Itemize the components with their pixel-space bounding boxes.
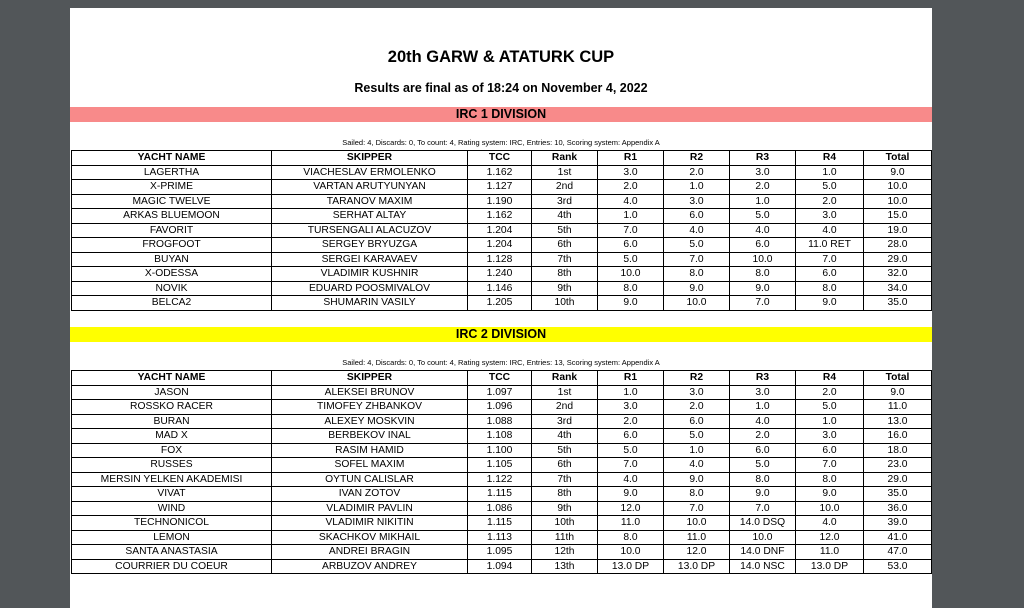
table-row (72, 267, 932, 282)
total-cell: 13.0 (864, 414, 932, 429)
table-row (72, 414, 932, 429)
r1-cell: 5.0 (598, 443, 664, 458)
total-cell: 23.0 (864, 458, 932, 473)
r1-cell: 6.0 (598, 429, 664, 444)
r2-cell: 7.0 (664, 501, 730, 516)
r4-cell: 4.0 (796, 516, 864, 531)
r4-cell: 9.0 (796, 296, 864, 311)
col-r3: R3 (730, 151, 796, 166)
tcc-cell: 1.113 (468, 530, 532, 545)
total-cell: 10.0 (864, 180, 932, 195)
r3-cell: 3.0 (730, 165, 796, 180)
col-tcc: TCC (468, 151, 532, 166)
rank-cell: 13th (532, 559, 598, 574)
col-yacht-name: YACHT NAME (72, 151, 272, 166)
skipper-cell: ARBUZOV ANDREY (272, 559, 468, 574)
rank-cell: 8th (532, 267, 598, 282)
col-r1: R1 (598, 151, 664, 166)
r1-cell: 11.0 (598, 516, 664, 531)
r2-cell: 10.0 (664, 516, 730, 531)
r4-cell: 6.0 (796, 267, 864, 282)
table-row (72, 238, 932, 253)
r2-cell: 11.0 (664, 530, 730, 545)
table-row (72, 516, 932, 531)
r4-cell: 7.0 (796, 458, 864, 473)
col-r1: R1 (598, 371, 664, 386)
r4-cell: 8.0 (796, 281, 864, 296)
yacht-name-cell: FROGFOOT (72, 238, 272, 253)
yacht-name-cell: X-ODESSA (72, 267, 272, 282)
col-tcc: TCC (468, 371, 532, 386)
table-row (72, 458, 932, 473)
yacht-name-cell: SANTA ANASTASIA (72, 545, 272, 560)
table-row (72, 209, 932, 224)
skipper-cell: SKACHKOV MIKHAIL (272, 530, 468, 545)
col-rank: Rank (532, 151, 598, 166)
table-row (72, 281, 932, 296)
r1-cell: 3.0 (598, 165, 664, 180)
skipper-cell: VARTAN ARUTYUNYAN (272, 180, 468, 195)
col-r3: R3 (730, 371, 796, 386)
table-row (72, 472, 932, 487)
skipper-cell: TARANOV MAXIM (272, 194, 468, 209)
tcc-cell: 1.115 (468, 516, 532, 531)
rank-cell: 12th (532, 545, 598, 560)
col-r2: R2 (664, 151, 730, 166)
skipper-cell: SOFEL MAXIM (272, 458, 468, 473)
rank-cell: 5th (532, 223, 598, 238)
skipper-cell: ALEXEY MOSKVIN (272, 414, 468, 429)
r2-cell: 5.0 (664, 238, 730, 253)
col-r2: R2 (664, 371, 730, 386)
yacht-name-cell: JASON (72, 385, 272, 400)
skipper-cell: VLADIMIR KUSHNIR (272, 267, 468, 282)
r3-cell: 10.0 (730, 252, 796, 267)
rank-cell: 10th (532, 516, 598, 531)
tcc-cell: 1.122 (468, 472, 532, 487)
page-subtitle: Results are final as of 18:24 on November 4, 2022 (354, 81, 648, 95)
tcc-cell: 1.204 (468, 238, 532, 253)
skipper-cell: VIACHESLAV ERMOLENKO (272, 165, 468, 180)
table-header-row (72, 151, 932, 166)
total-cell: 11.0 (864, 400, 932, 415)
rank-cell: 3rd (532, 414, 598, 429)
r1-cell: 8.0 (598, 530, 664, 545)
table-row (72, 545, 932, 560)
r2-cell: 10.0 (664, 296, 730, 311)
total-cell: 18.0 (864, 443, 932, 458)
division-info-irc2: Sailed: 4, Discards: 0, To count: 4, Rating system: IRC, Entries: 13, Scoring system: Appendix A (342, 358, 660, 367)
tcc-cell: 1.115 (468, 487, 532, 502)
yacht-name-cell: X-PRIME (72, 180, 272, 195)
tcc-cell: 1.096 (468, 400, 532, 415)
table-row (72, 530, 932, 545)
r4-cell: 9.0 (796, 487, 864, 502)
table-row (72, 165, 932, 180)
skipper-cell: OYTUN CALISLAR (272, 472, 468, 487)
yacht-name-cell: VIVAT (72, 487, 272, 502)
table-row (72, 194, 932, 209)
yacht-name-cell: RUSSES (72, 458, 272, 473)
r3-cell: 7.0 (730, 296, 796, 311)
r3-cell: 9.0 (730, 281, 796, 296)
r1-cell: 1.0 (598, 385, 664, 400)
page-title: 20th GARW & ATATURK CUP (387, 48, 615, 66)
rank-cell: 4th (532, 209, 598, 224)
r4-cell: 1.0 (796, 414, 864, 429)
rank-cell: 11th (532, 530, 598, 545)
tcc-cell: 1.127 (468, 180, 532, 195)
col-r4: R4 (796, 371, 864, 386)
r4-cell: 1.0 (796, 165, 864, 180)
total-cell: 32.0 (864, 267, 932, 282)
table-row (72, 385, 932, 400)
rank-cell: 4th (532, 429, 598, 444)
r2-cell: 3.0 (664, 194, 730, 209)
table-row (72, 400, 932, 415)
table-row (72, 223, 932, 238)
total-cell: 9.0 (864, 385, 932, 400)
table-row (72, 180, 932, 195)
rank-cell: 10th (532, 296, 598, 311)
tcc-cell: 1.086 (468, 501, 532, 516)
r2-cell: 8.0 (664, 267, 730, 282)
r3-cell: 14.0 DNF (730, 545, 796, 560)
r3-cell: 3.0 (730, 385, 796, 400)
table-header-row (72, 371, 932, 386)
tcc-cell: 1.097 (468, 385, 532, 400)
tcc-cell: 1.162 (468, 165, 532, 180)
total-cell: 35.0 (864, 487, 932, 502)
r2-cell: 1.0 (664, 180, 730, 195)
division-header-irc1: IRC 1 DIVISION (70, 107, 932, 122)
total-cell: 28.0 (864, 238, 932, 253)
skipper-cell: TURSENGALI ALACUZOV (272, 223, 468, 238)
tcc-cell: 1.105 (468, 458, 532, 473)
rank-cell: 6th (532, 458, 598, 473)
r3-cell: 1.0 (730, 194, 796, 209)
yacht-name-cell: LAGERTHA (72, 165, 272, 180)
r2-cell: 6.0 (664, 414, 730, 429)
tcc-cell: 1.204 (468, 223, 532, 238)
yacht-name-cell: MERSIN YELKEN AKADEMISI (72, 472, 272, 487)
tcc-cell: 1.095 (468, 545, 532, 560)
r1-cell: 10.0 (598, 267, 664, 282)
table-row (72, 429, 932, 444)
r1-cell: 8.0 (598, 281, 664, 296)
total-cell: 10.0 (864, 194, 932, 209)
rank-cell: 6th (532, 238, 598, 253)
r4-cell: 12.0 (796, 530, 864, 545)
rank-cell: 1st (532, 385, 598, 400)
r2-cell: 9.0 (664, 281, 730, 296)
yacht-name-cell: MAD X (72, 429, 272, 444)
r4-cell: 10.0 (796, 501, 864, 516)
skipper-cell: ANDREI BRAGIN (272, 545, 468, 560)
rank-cell: 8th (532, 487, 598, 502)
total-cell: 35.0 (864, 296, 932, 311)
total-cell: 47.0 (864, 545, 932, 560)
results-table-irc1 (71, 150, 932, 311)
skipper-cell: IVAN ZOTOV (272, 487, 468, 502)
table-row (72, 559, 932, 574)
yacht-name-cell: BELCA2 (72, 296, 272, 311)
col-rank: Rank (532, 371, 598, 386)
total-cell: 9.0 (864, 165, 932, 180)
col-total: Total (864, 151, 932, 166)
tcc-cell: 1.128 (468, 252, 532, 267)
col-skipper: SKIPPER (272, 151, 468, 166)
r4-cell: 7.0 (796, 252, 864, 267)
r1-cell: 4.0 (598, 472, 664, 487)
r1-cell: 9.0 (598, 296, 664, 311)
r1-cell: 5.0 (598, 252, 664, 267)
document-page (70, 8, 932, 608)
r3-cell: 14.0 NSC (730, 559, 796, 574)
r3-cell: 5.0 (730, 458, 796, 473)
r3-cell: 9.0 (730, 487, 796, 502)
col-total: Total (864, 371, 932, 386)
tcc-cell: 1.088 (468, 414, 532, 429)
r1-cell: 12.0 (598, 501, 664, 516)
r3-cell: 6.0 (730, 238, 796, 253)
r1-cell: 10.0 (598, 545, 664, 560)
skipper-cell: RASIM HAMID (272, 443, 468, 458)
yacht-name-cell: COURRIER DU COEUR (72, 559, 272, 574)
r4-cell: 3.0 (796, 209, 864, 224)
r2-cell: 13.0 DP (664, 559, 730, 574)
r2-cell: 1.0 (664, 443, 730, 458)
col-skipper: SKIPPER (272, 371, 468, 386)
rank-cell: 1st (532, 165, 598, 180)
total-cell: 29.0 (864, 252, 932, 267)
r2-cell: 6.0 (664, 209, 730, 224)
r3-cell: 4.0 (730, 414, 796, 429)
r4-cell: 6.0 (796, 443, 864, 458)
yacht-name-cell: BURAN (72, 414, 272, 429)
yacht-name-cell: NOVIK (72, 281, 272, 296)
yacht-name-cell: ROSSKO RACER (72, 400, 272, 415)
rank-cell: 9th (532, 281, 598, 296)
total-cell: 34.0 (864, 281, 932, 296)
col-yacht-name: YACHT NAME (72, 371, 272, 386)
r1-cell: 2.0 (598, 180, 664, 195)
r4-cell: 4.0 (796, 223, 864, 238)
tcc-cell: 1.190 (468, 194, 532, 209)
total-cell: 36.0 (864, 501, 932, 516)
skipper-cell: EDUARD POOSMIVALOV (272, 281, 468, 296)
r3-cell: 2.0 (730, 180, 796, 195)
table-row (72, 296, 932, 311)
rank-cell: 2nd (532, 400, 598, 415)
r3-cell: 5.0 (730, 209, 796, 224)
r2-cell: 8.0 (664, 487, 730, 502)
total-cell: 41.0 (864, 530, 932, 545)
r1-cell: 6.0 (598, 238, 664, 253)
r4-cell: 2.0 (796, 385, 864, 400)
tcc-cell: 1.094 (468, 559, 532, 574)
yacht-name-cell: LEMON (72, 530, 272, 545)
r4-cell: 11.0 RET (796, 238, 864, 253)
rank-cell: 3rd (532, 194, 598, 209)
rank-cell: 5th (532, 443, 598, 458)
r2-cell: 4.0 (664, 223, 730, 238)
tcc-cell: 1.108 (468, 429, 532, 444)
rank-cell: 7th (532, 252, 598, 267)
r1-cell: 7.0 (598, 223, 664, 238)
r2-cell: 3.0 (664, 385, 730, 400)
skipper-cell: BERBEKOV INAL (272, 429, 468, 444)
r2-cell: 12.0 (664, 545, 730, 560)
r3-cell: 10.0 (730, 530, 796, 545)
r3-cell: 1.0 (730, 400, 796, 415)
r2-cell: 2.0 (664, 400, 730, 415)
yacht-name-cell: ARKAS BLUEMOON (72, 209, 272, 224)
yacht-name-cell: MAGIC TWELVE (72, 194, 272, 209)
yacht-name-cell: TECHNONICOL (72, 516, 272, 531)
r2-cell: 5.0 (664, 429, 730, 444)
table-row (72, 487, 932, 502)
total-cell: 19.0 (864, 223, 932, 238)
rank-cell: 9th (532, 501, 598, 516)
yacht-name-cell: FOX (72, 443, 272, 458)
skipper-cell: SERGEI KARAVAEV (272, 252, 468, 267)
r1-cell: 7.0 (598, 458, 664, 473)
skipper-cell: SERGEY BRYUZGA (272, 238, 468, 253)
r1-cell: 3.0 (598, 400, 664, 415)
total-cell: 16.0 (864, 429, 932, 444)
skipper-cell: SHUMARIN VASILY (272, 296, 468, 311)
total-cell: 15.0 (864, 209, 932, 224)
division-info-irc1: Sailed: 4, Discards: 0, To count: 4, Rating system: IRC, Entries: 10, Scoring system: Appendix A (342, 138, 660, 147)
tcc-cell: 1.240 (468, 267, 532, 282)
r3-cell: 4.0 (730, 223, 796, 238)
skipper-cell: SERHAT ALTAY (272, 209, 468, 224)
tcc-cell: 1.146 (468, 281, 532, 296)
rank-cell: 2nd (532, 180, 598, 195)
tcc-cell: 1.205 (468, 296, 532, 311)
skipper-cell: ALEKSEI BRUNOV (272, 385, 468, 400)
r4-cell: 5.0 (796, 400, 864, 415)
r3-cell: 14.0 DSQ (730, 516, 796, 531)
total-cell: 29.0 (864, 472, 932, 487)
r4-cell: 11.0 (796, 545, 864, 560)
r2-cell: 7.0 (664, 252, 730, 267)
yacht-name-cell: BUYAN (72, 252, 272, 267)
r1-cell: 2.0 (598, 414, 664, 429)
table-row (72, 501, 932, 516)
r4-cell: 2.0 (796, 194, 864, 209)
r1-cell: 4.0 (598, 194, 664, 209)
r1-cell: 13.0 DP (598, 559, 664, 574)
r2-cell: 4.0 (664, 458, 730, 473)
results-table-irc2 (71, 370, 932, 574)
r3-cell: 8.0 (730, 267, 796, 282)
r2-cell: 9.0 (664, 472, 730, 487)
yacht-name-cell: FAVORIT (72, 223, 272, 238)
tcc-cell: 1.162 (468, 209, 532, 224)
rank-cell: 7th (532, 472, 598, 487)
r3-cell: 6.0 (730, 443, 796, 458)
total-cell: 39.0 (864, 516, 932, 531)
skipper-cell: VLADIMIR NIKITIN (272, 516, 468, 531)
r4-cell: 5.0 (796, 180, 864, 195)
r1-cell: 9.0 (598, 487, 664, 502)
skipper-cell: VLADIMIR PAVLIN (272, 501, 468, 516)
r1-cell: 1.0 (598, 209, 664, 224)
r3-cell: 7.0 (730, 501, 796, 516)
table-row (72, 252, 932, 267)
col-r4: R4 (796, 151, 864, 166)
r4-cell: 13.0 DP (796, 559, 864, 574)
r2-cell: 2.0 (664, 165, 730, 180)
total-cell: 53.0 (864, 559, 932, 574)
skipper-cell: TIMOFEY ZHBANKOV (272, 400, 468, 415)
r4-cell: 8.0 (796, 472, 864, 487)
division-header-irc2: IRC 2 DIVISION (70, 327, 932, 342)
r4-cell: 3.0 (796, 429, 864, 444)
r3-cell: 2.0 (730, 429, 796, 444)
table-row (72, 443, 932, 458)
yacht-name-cell: WIND (72, 501, 272, 516)
r3-cell: 8.0 (730, 472, 796, 487)
tcc-cell: 1.100 (468, 443, 532, 458)
